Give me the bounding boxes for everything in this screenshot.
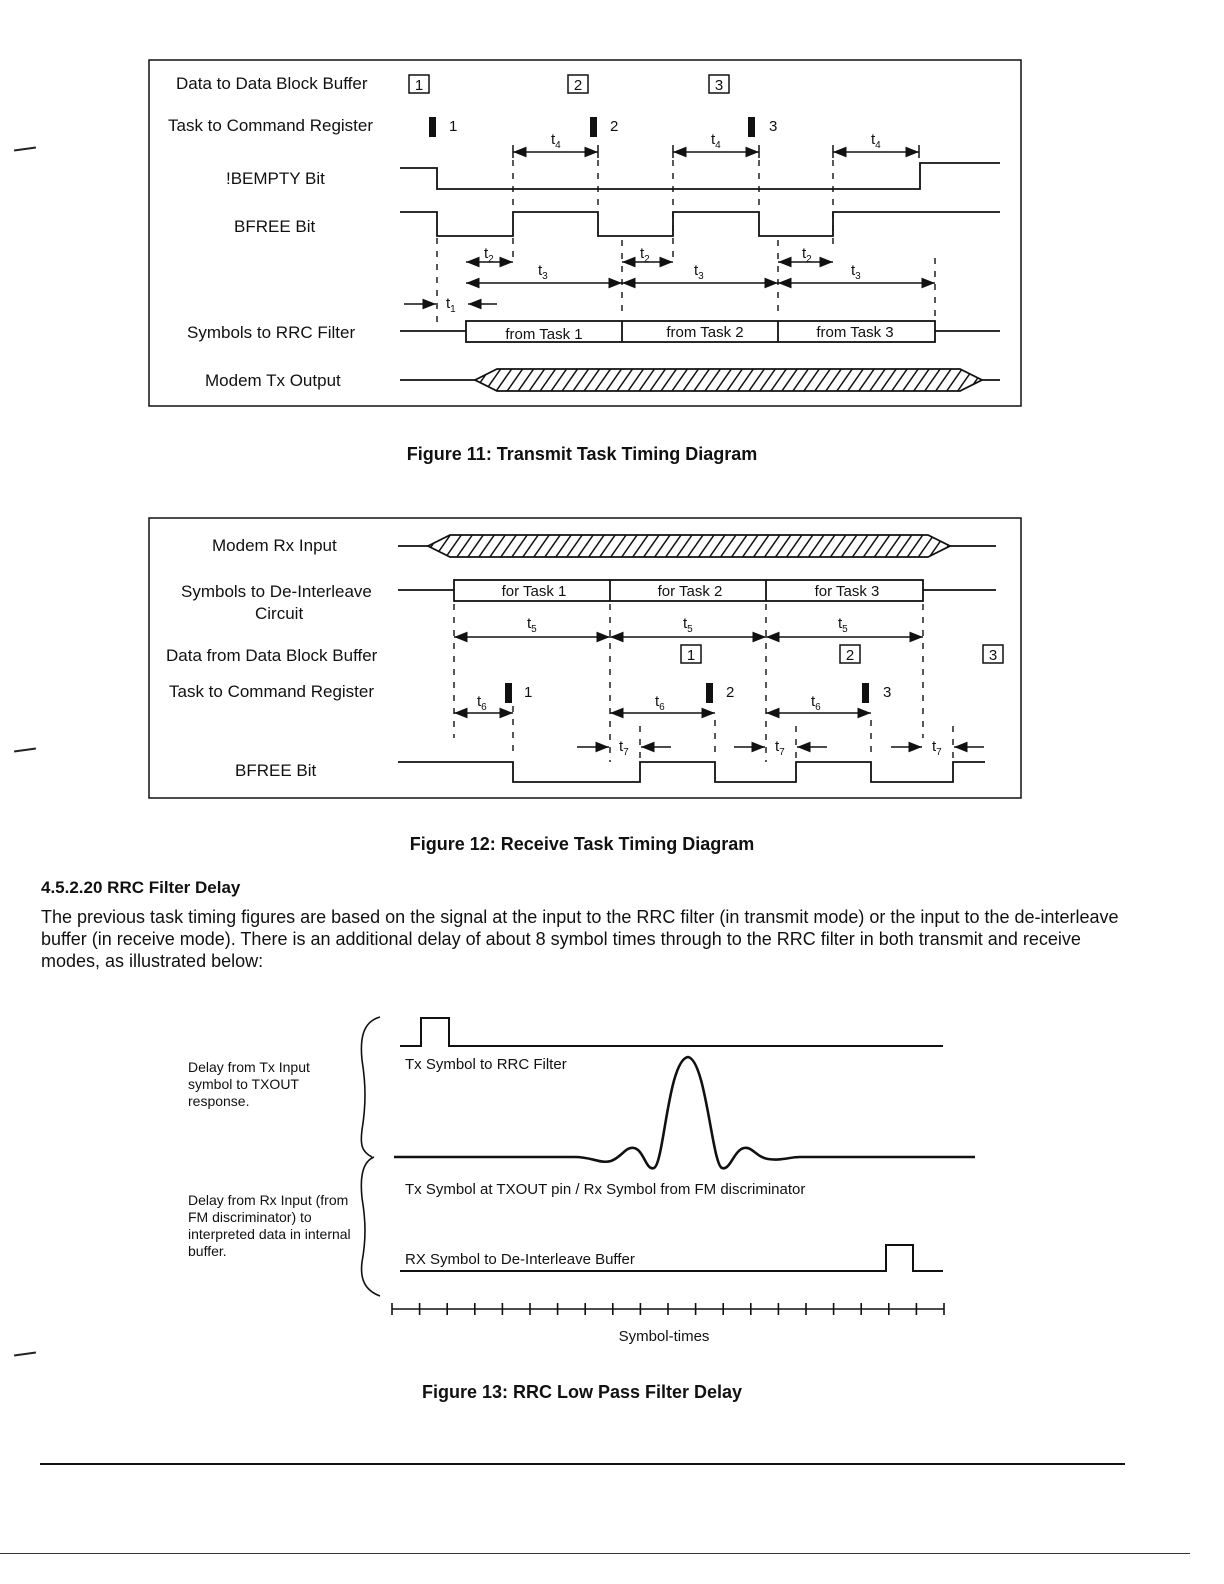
segment-for-task-1: for Task 1 [501, 583, 567, 600]
figure-13-caption: Figure 13: RRC Low Pass Filter Delay [421, 1382, 743, 1402]
ibempty-waveform [400, 163, 1000, 189]
figure-12-receive-timing-diagram [0, 500, 1224, 810]
row-label-modem-tx: Modem Tx Output [205, 371, 341, 390]
row-label-data-to-buffer: Data to Data Block Buffer [176, 74, 368, 93]
t3-label: $t_3$ [694, 262, 704, 282]
data-block-2 [840, 645, 860, 664]
segment-from-task-3: from Task 3 [816, 324, 894, 341]
brace-tx [361, 1017, 380, 1157]
t6-label: $t_6$ [811, 693, 821, 713]
label-rx-symbol-to-deinterleave: RX Symbol to De-Interleave Buffer [405, 1251, 635, 1268]
modem-tx-output-waveform [400, 369, 1000, 391]
t2-t3-labels [484, 245, 861, 282]
svg-text:1: 1 [414, 77, 424, 94]
row-label-task-to-command: Task to Command Register [168, 116, 374, 135]
segment-for-task-2: for Task 2 [657, 583, 723, 600]
t2-label: $t_2$ [640, 245, 650, 265]
svg-text:1: 1 [686, 647, 696, 664]
data-block-3 [983, 645, 1003, 664]
svg-text:3: 3 [883, 684, 892, 701]
section-heading: 4.5.2.20 RRC Filter Delay [41, 878, 241, 897]
data-block-2 [568, 75, 588, 94]
row-label-ibempty: !BEMPTY Bit [226, 169, 325, 188]
svg-text:1: 1 [449, 118, 458, 135]
svg-text:3: 3 [714, 77, 724, 94]
t7-labels [619, 738, 942, 758]
t6-label: $t_6$ [655, 693, 665, 713]
svg-text:2: 2 [610, 118, 619, 135]
data-block-3 [709, 75, 729, 94]
modem-rx-input-waveform [398, 535, 996, 557]
row-label-symbols-line2: Circuit [255, 604, 304, 623]
label-tx-symbol-to-rrc: Tx Symbol to RRC Filter [405, 1056, 567, 1073]
segment-for-task-3: for Task 3 [814, 583, 880, 600]
t5-label: $t_5$ [683, 615, 693, 635]
t1-label: $t_1$ [446, 295, 456, 315]
guide-lines [437, 160, 935, 326]
svg-text:2: 2 [726, 684, 735, 701]
margin-mark [14, 1351, 36, 1356]
t5-label: $t_5$ [838, 615, 848, 635]
bfree-waveform [398, 762, 985, 782]
t3-label: $t_3$ [538, 262, 548, 282]
row-label-symbols-line1: Symbols to De-Interleave [181, 582, 372, 601]
figure-11-transmit-timing-diagram [0, 0, 1224, 420]
t4-label: $t_4$ [551, 131, 561, 151]
section-body-text: The previous task timing figures are based on the signal at the input to the RRC filter (in transmit mode) or the input to the de-interleave buffer (in receive mode). There is an additional delay of about 8 symbol times through to the RRC filter in both transmit and receive modes, as illustrated below: [41, 907, 1119, 971]
label-txout-rx-symbol: Tx Symbol at TXOUT pin / Rx Symbol from FM discriminator [405, 1181, 806, 1198]
rrc-response-waveform [394, 1057, 975, 1168]
t2-label: $t_2$ [802, 245, 812, 265]
brace-rx [361, 1157, 380, 1296]
task-marker-3 [748, 117, 777, 137]
axis-label-symbol-times: Symbol-times [618, 1328, 710, 1345]
figure-11-caption: Figure 11: Transmit Task Timing Diagram [406, 444, 758, 464]
data-block-1 [681, 645, 701, 664]
task-marker-2 [706, 683, 734, 703]
t7-label: $t_7$ [775, 738, 785, 758]
row-label-bfree: BFREE Bit [234, 217, 316, 236]
symbol-time-axis [392, 1303, 944, 1315]
row-label-modem-rx: Modem Rx Input [212, 536, 337, 555]
footer-rule [40, 1463, 1125, 1465]
svg-text:3: 3 [769, 118, 778, 135]
task-marker-2 [590, 117, 618, 137]
svg-text:2: 2 [573, 77, 583, 94]
tx-symbol-pulse [400, 1018, 943, 1046]
t4-label: $t_4$ [711, 131, 721, 151]
t7-label: $t_7$ [619, 738, 629, 758]
figure-12-caption: Figure 12: Receive Task Timing Diagram [409, 834, 755, 854]
t4-labels [551, 131, 881, 151]
figure-13-rrc-delay-diagram [0, 1005, 1224, 1350]
svg-text:3: 3 [988, 647, 998, 664]
task-marker-1 [429, 117, 457, 137]
t5-label: $t_5$ [527, 615, 537, 635]
svg-text:2: 2 [845, 647, 855, 664]
page-bottom-rule [0, 1553, 1190, 1554]
row-label-data-from-buffer: Data from Data Block Buffer [166, 646, 378, 665]
t7-label: $t_7$ [932, 738, 942, 758]
segment-from-task-2: from Task 2 [666, 324, 744, 341]
data-block-1 [409, 75, 429, 94]
bfree-waveform [400, 212, 1000, 236]
svg-text:1: 1 [524, 684, 533, 701]
task-marker-3 [862, 683, 891, 703]
t4-label: $t_4$ [871, 131, 881, 151]
t3-label: $t_3$ [851, 262, 861, 282]
segment-from-task-1: from Task 1 [505, 326, 583, 343]
task-marker-1 [505, 683, 532, 703]
note-rx-delay: Delay from Rx Input (from FM discriminator) to interpreted data in internal buffer. [188, 1192, 351, 1259]
t6-label: $t_6$ [477, 693, 487, 713]
t2-label: $t_2$ [484, 245, 494, 265]
row-label-symbols-to-rrc: Symbols to RRC Filter [187, 323, 356, 342]
row-label-bfree: BFREE Bit [235, 761, 317, 780]
note-tx-delay: Delay from Tx Input symbol to TXOUT response. [188, 1059, 310, 1109]
t5-labels [527, 615, 848, 635]
row-label-task-to-command: Task to Command Register [169, 682, 375, 701]
